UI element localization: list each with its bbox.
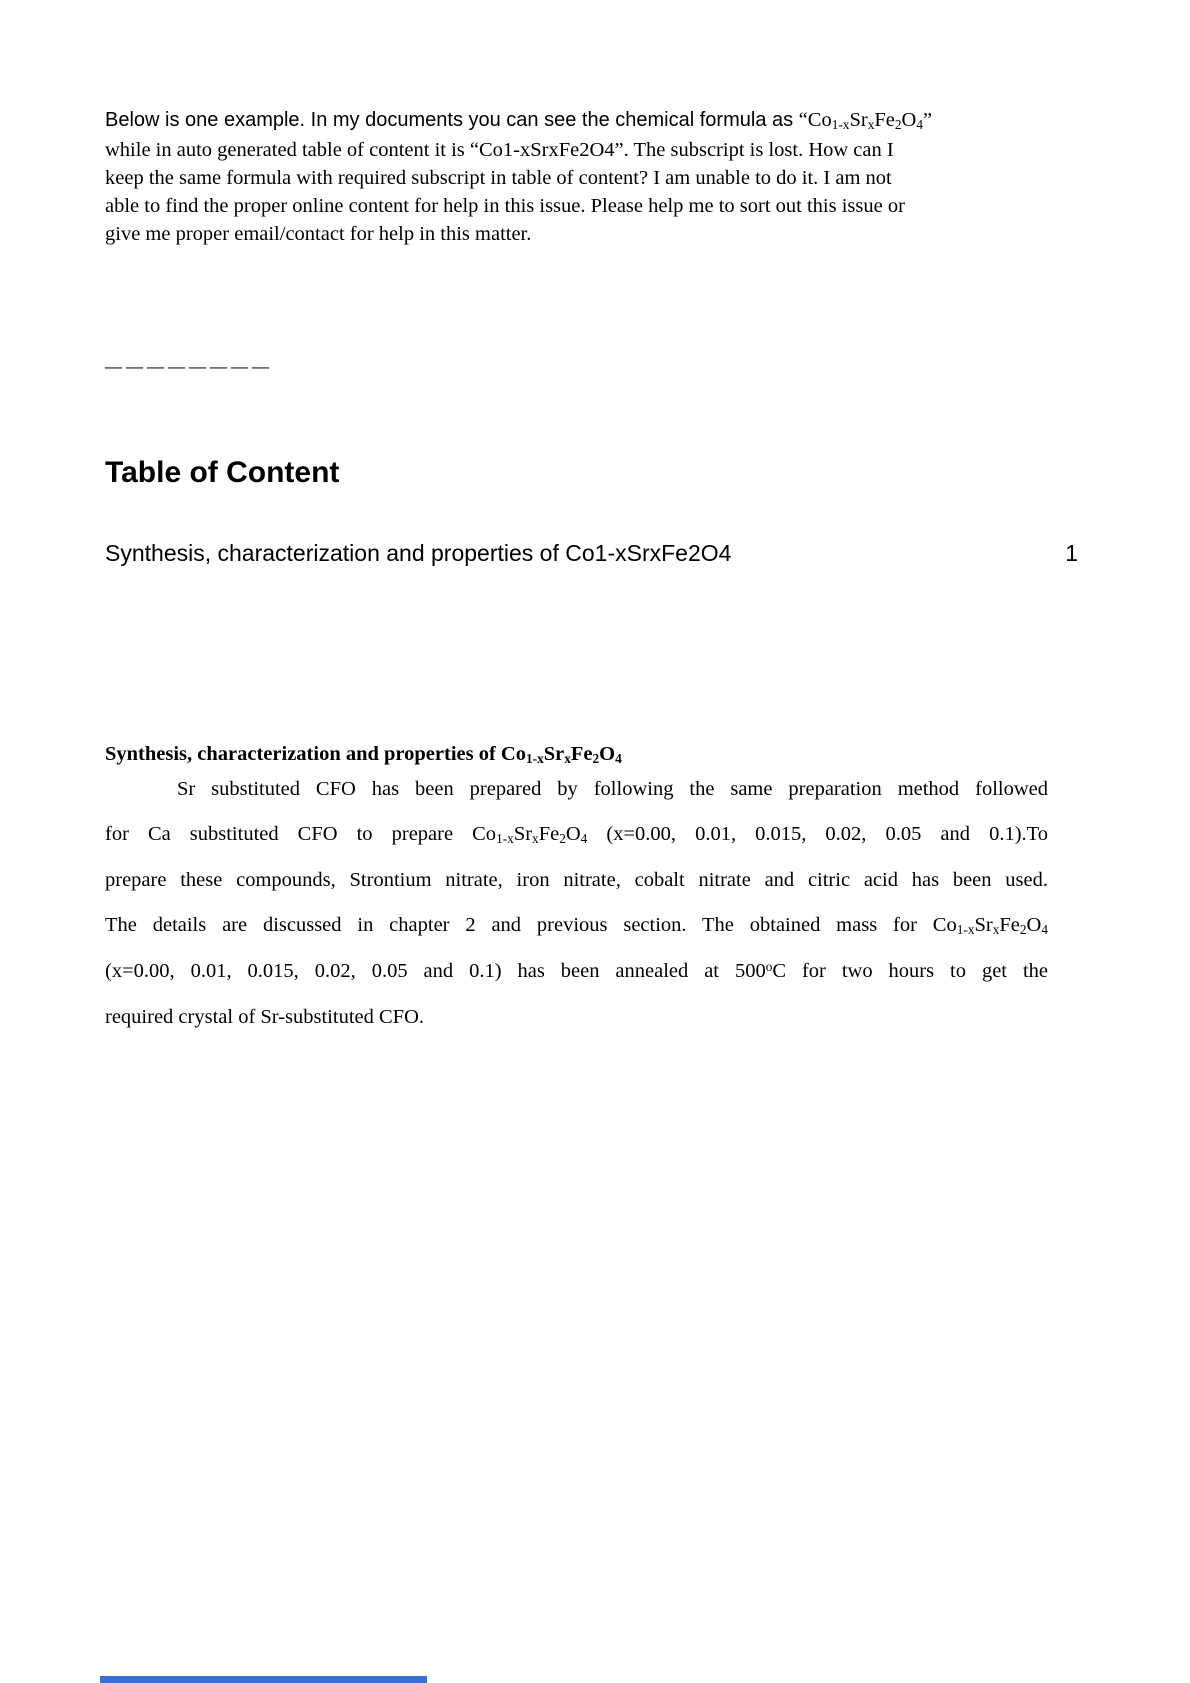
text-line xyxy=(105,136,1048,164)
text-run: 1-x xyxy=(831,116,850,132)
toc-entry[interactable] xyxy=(105,538,1078,568)
text-run: “Co xyxy=(798,109,832,131)
text-run: O xyxy=(901,109,917,131)
text-run: (x=0.00, 0.01, 0.015, 0.02, 0.05 and 0.1).To xyxy=(587,823,1048,845)
text-run: 4 xyxy=(1041,921,1048,937)
text-run: x xyxy=(992,921,1000,937)
text-run: ” xyxy=(922,109,933,131)
text-line xyxy=(105,995,1048,1040)
text-line xyxy=(105,812,1048,858)
text-line xyxy=(105,767,1048,812)
text-run: o xyxy=(765,959,773,975)
text-run: 4 xyxy=(916,116,923,132)
text-run: Co xyxy=(932,914,957,936)
text-run: Sr substituted CFO has been prepared by following the same preparation method followed xyxy=(177,778,1048,800)
text-run: 4 xyxy=(615,750,622,766)
text-line xyxy=(105,192,1048,220)
text-run: x xyxy=(532,830,539,846)
text-run: prepare these compounds, Strontium nitrate, iron nitrate, cobalt nitrate and citric acid has been used. xyxy=(105,869,1048,891)
toc-entry-page-number: 1 xyxy=(1065,540,1078,566)
text-run: Co xyxy=(472,823,497,845)
text-run: Synthesis, characterization and properties of Co xyxy=(105,743,526,765)
text-run: C for two hours to get the xyxy=(772,960,1048,982)
text-run: Sr xyxy=(543,743,565,765)
text-line xyxy=(105,903,1048,949)
text-run: 2 xyxy=(1019,921,1027,937)
text-run: 2 xyxy=(894,116,902,132)
text-run: x xyxy=(867,116,875,132)
text-line xyxy=(105,220,1048,248)
text-run: Below is one example. In my documents you can see the chemical formula as xyxy=(105,109,799,131)
text-run: O xyxy=(1026,914,1042,936)
body-paragraph xyxy=(105,767,1048,1040)
text-line xyxy=(105,949,1048,995)
text-line xyxy=(105,106,1048,136)
text-run: Fe xyxy=(999,914,1020,936)
text-run: (x=0.00, 0.01, 0.015, 0.02, 0.05 and 0.1) has been annealed at 500 xyxy=(105,960,766,982)
bottom-blue-bar xyxy=(100,1676,427,1683)
text-run: 4 xyxy=(580,830,588,846)
text-run: give me proper email/contact for help in this matter. xyxy=(105,223,532,245)
text-run: Sr xyxy=(974,914,993,936)
text-run: Sr xyxy=(513,823,533,845)
text-run: O xyxy=(599,743,616,765)
text-run: 1-x xyxy=(525,750,544,766)
text-run: 1-x xyxy=(956,921,975,937)
text-run: while in auto generated table of content it is “Co1-xSrxFe2O4”. The subscript is lost. How can I xyxy=(105,139,894,161)
text-run: required crystal of Sr-substituted CFO. xyxy=(105,1006,425,1028)
text-run: 2 xyxy=(559,830,566,846)
text-run: The details are discussed in chapter 2 and previous section. The obtained mass for xyxy=(105,914,933,936)
text-run: 1-x xyxy=(496,830,514,846)
text-run: for Ca substituted CFO to prepare xyxy=(105,823,473,845)
text-run: 2 xyxy=(592,750,600,766)
text-run: Fe xyxy=(538,823,560,845)
text-line xyxy=(105,858,1048,903)
dashed-separator: ———————— xyxy=(105,357,273,376)
section-heading xyxy=(105,741,1048,769)
toc-heading: Table of Content xyxy=(105,456,340,489)
text-run: O xyxy=(565,823,581,845)
text-run: Fe xyxy=(570,743,593,765)
text-run: x xyxy=(564,750,571,766)
text-run: keep the same formula with required subscript in table of content? I am unable to do it. I am not xyxy=(105,167,892,189)
text-line xyxy=(105,164,1048,192)
text-run: Fe xyxy=(874,109,895,131)
text-run: able to find the proper online content for help in this issue. Please help me to sort out this issue or xyxy=(105,195,905,217)
intro-paragraph xyxy=(105,106,1048,248)
toc-entry-label: Synthesis, characterization and properties of Co1-xSrxFe2O4 xyxy=(105,540,732,566)
text-run: Sr xyxy=(849,109,868,131)
